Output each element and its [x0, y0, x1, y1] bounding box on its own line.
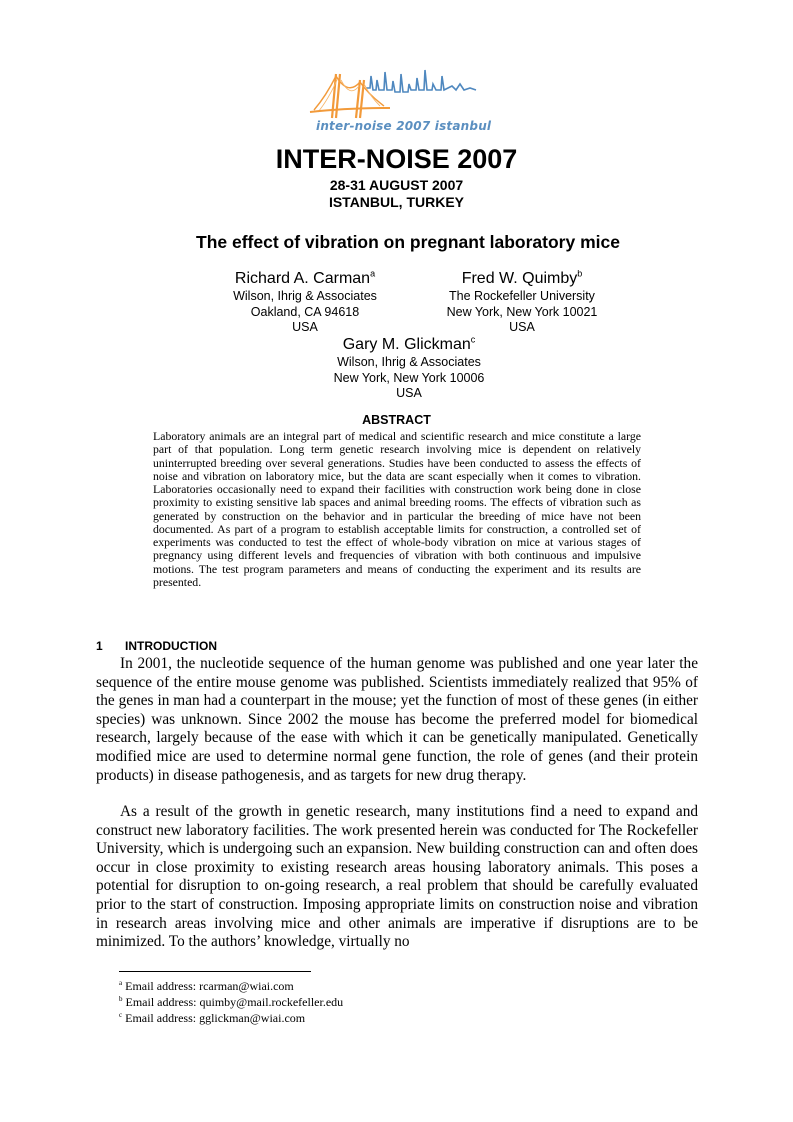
abstract-heading: ABSTRACT [362, 413, 431, 427]
footnote-item: $^c$ Email address: gglickman@wiai.com [119, 1011, 306, 1025]
author-country: USA [396, 386, 422, 400]
author-city: New York, New York 10021 [446, 304, 598, 319]
body-paragraph: As a result of the growth in genetic research, many institutions find a need to expand and construct new laboratory facilities. The work presented herein was conducted for The Rockefeller University, which is undergoing such an expansion. New building construction can and often does occur in close proximity to existing research areas housing laboratory animals. This poses a potential for disruption to on-going research, a real problem that should be carefully evaluated prior to the start of construction. Imposing appropriate limits on construction noise and vibration in research areas involving mice and other animals are imperative if disruptions are to be minimized. To the authors’ knowledge, virtually no [96, 803, 698, 951]
conference-location: ISTANBUL, TURKEY [328, 194, 465, 210]
author-affiliation: Wilson, Ihrig & Associates [337, 355, 481, 369]
author-block [205, 269, 405, 336]
author-name: Gary M. Glickman$^c$ [342, 334, 476, 353]
author-country: USA [509, 320, 535, 334]
author-affiliation: Wilson, Ihrig & Associates [233, 289, 377, 303]
author-footnote-mark: c [470, 334, 476, 345]
body-paragraph: In 2001, the nucleotide sequence of the human genome was published and one year later the sequence of the entire mouse genome was published. Scientists immediately realized that 95% of the genes in man had a counterpart in the mouse; yet the function of most of these genes (in either species) was unknown. Since 2002 the mouse has become the preferred model for biomedical research, largely because of the ease with which it can be genetically manipulated. Genetically modified mice are used to determine normal gene function, the role of genes (and their protein products) in disease pathogenesis, and as targets for new drug therapy. [96, 655, 698, 784]
abstract-text: Laboratory animals are an integral part of medical and scientific research and mice constitute a large part of that population. Long term genetic research involving mice is dependent on relatively uninterrupted breeding over several generations. Studies have been conducted to assess the effects of noise and vibration on laboratory mice, but the data are scant especially when it comes to vibration. Laboratories occasionally need to expand their facilities with construction work being done in close proximity to existing sensitive lab spaces and animal breeding rooms. The effects of vibration such as generated by construction on the behavior and in particular the breeding of mice have not been documented. As part of a program to establish acceptable limits for construction, a controlled set of experiments was conducted to test the effect of whole-body vibration on mice at various stages of pregnancy using different levels and frequencies of vibration with both continuous and impulsive motions. The test program parameters and means of conducting the experiment and its results are presented. [153, 429, 641, 589]
author-city: New York, New York 10006 [333, 370, 485, 385]
conference-title: INTER-NOISE 2007 [275, 144, 518, 174]
footnote-item: $^a$ Email address: rcarman@wiai.com [119, 979, 294, 993]
footnotes [119, 978, 343, 1026]
author-name: Richard A. Carman$^a$ [234, 268, 376, 287]
author-block [309, 335, 509, 402]
section-title: INTRODUCTION [125, 639, 217, 653]
author-affiliation: The Rockefeller University [449, 289, 595, 303]
author-block [412, 269, 632, 336]
author-country: USA [292, 320, 318, 334]
bridge-skyline-logo-icon [306, 66, 486, 122]
author-footnote-mark: b [577, 268, 583, 279]
author-footnote-mark: a [370, 268, 376, 279]
section-heading [96, 639, 217, 654]
footnote-divider [119, 971, 311, 972]
author-city: Oakland, CA 94618 [250, 304, 360, 319]
logo-text: inter-noise 2007 istanbul [316, 119, 492, 133]
paper-title: The effect of vibration on pregnant laboratory mice [196, 232, 620, 252]
footnote-item: $^b$ Email address: quimby@mail.rockefeller.edu [119, 995, 344, 1009]
section-number: 1 [96, 639, 103, 653]
author-name: Fred W. Quimby$^b$ [461, 268, 583, 287]
conference-dates: 28-31 AUGUST 2007 [329, 177, 464, 193]
